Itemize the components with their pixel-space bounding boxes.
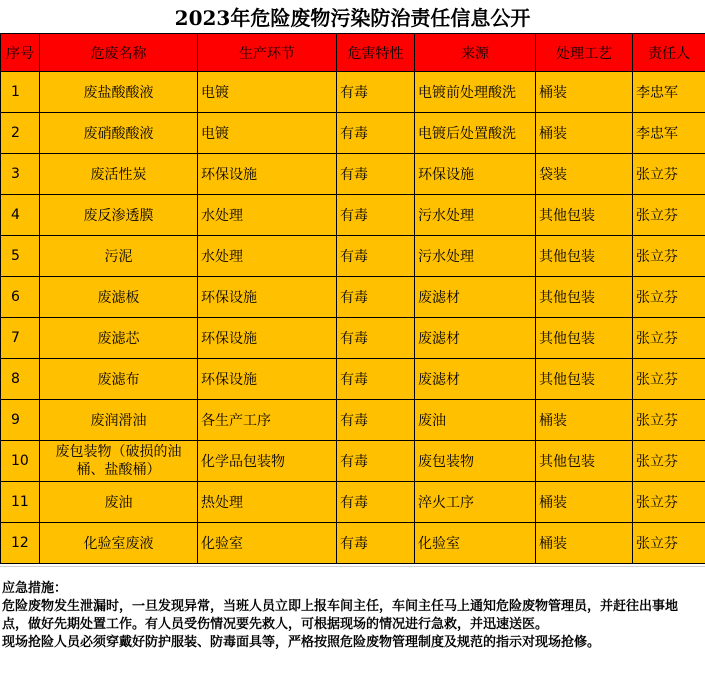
table-cell: 有毒	[337, 441, 415, 482]
table-cell: 其他包装	[536, 359, 633, 400]
table-cell: 其他包装	[536, 236, 633, 277]
table-cell: 废盐酸酸液	[40, 72, 198, 113]
table-cell: 11	[1, 482, 40, 523]
table-cell: 电镀后处置酸洗	[415, 113, 536, 154]
table-cell: 废滤材	[415, 359, 536, 400]
table-cell: 废润滑油	[40, 400, 198, 441]
table-cell: 废包装物（破损的油桶、盐酸桶）	[40, 441, 198, 482]
table-row	[1, 482, 705, 523]
table-cell: 桶装	[536, 113, 633, 154]
table-row	[1, 195, 705, 236]
column-header: 生产环节	[198, 34, 337, 72]
table-cell: 环保设施	[198, 359, 337, 400]
table-cell: 有毒	[337, 113, 415, 154]
table-cell: 有毒	[337, 277, 415, 318]
table-cell: 电镀	[198, 113, 337, 154]
column-header: 危废名称	[40, 34, 198, 72]
table-cell: 8	[1, 359, 40, 400]
table-cell: 7	[1, 318, 40, 359]
table-cell: 其他包装	[536, 195, 633, 236]
table-cell: 废油	[40, 482, 198, 523]
table-cell: 4	[1, 195, 40, 236]
table-row	[1, 236, 705, 277]
sheet-title: 2023年危险废物污染防治责任信息公开	[0, 0, 705, 34]
table-cell: 张立芬	[633, 195, 705, 236]
table-cell: 环保设施	[198, 154, 337, 195]
column-header: 来源	[415, 34, 536, 72]
table-row	[1, 400, 705, 441]
table-cell: 环保设施	[415, 154, 536, 195]
table-cell: 化验室	[415, 523, 536, 564]
table-body	[1, 72, 705, 564]
table-cell: 桶装	[536, 72, 633, 113]
table-cell: 有毒	[337, 400, 415, 441]
table-cell: 张立芬	[633, 359, 705, 400]
table-cell: 废硝酸酸液	[40, 113, 198, 154]
table-cell: 9	[1, 400, 40, 441]
table-cell: 有毒	[337, 318, 415, 359]
table-cell: 张立芬	[633, 277, 705, 318]
table-cell: 张立芬	[633, 400, 705, 441]
table-cell: 李忠军	[633, 113, 705, 154]
table-cell: 其他包装	[536, 277, 633, 318]
table-cell: 桶装	[536, 400, 633, 441]
table-cell: 污泥	[40, 236, 198, 277]
table-cell: 化验室	[198, 523, 337, 564]
table-cell: 电镀	[198, 72, 337, 113]
table-cell: 有毒	[337, 195, 415, 236]
table-cell: 污水处理	[415, 195, 536, 236]
column-header: 序号	[1, 34, 40, 72]
table-cell: 废滤材	[415, 318, 536, 359]
table-cell: 废滤板	[40, 277, 198, 318]
table-cell: 化验室废液	[40, 523, 198, 564]
table-cell: 有毒	[337, 359, 415, 400]
table-cell: 废包装物	[415, 441, 536, 482]
table-cell: 水处理	[198, 236, 337, 277]
table-cell: 有毒	[337, 482, 415, 523]
table-row	[1, 523, 705, 564]
header-row	[1, 34, 705, 72]
emergency-paragraph-2: 现场抢险人员必须穿戴好防护服装、防毒面具等，严格按照危险废物管理制度及规范的指示对现场抢修。	[2, 635, 601, 650]
table-cell: 废反渗透膜	[40, 195, 198, 236]
waste-table	[0, 33, 705, 564]
column-header: 责任人	[633, 34, 705, 72]
table-row	[1, 72, 705, 113]
table-cell: 废油	[415, 400, 536, 441]
table-cell: 袋装	[536, 154, 633, 195]
table-cell: 张立芬	[633, 482, 705, 523]
table-cell: 有毒	[337, 236, 415, 277]
table-cell: 废活性炭	[40, 154, 198, 195]
table-cell: 张立芬	[633, 154, 705, 195]
table-row	[1, 154, 705, 195]
table-cell: 3	[1, 154, 40, 195]
table-cell: 有毒	[337, 154, 415, 195]
table-cell: 张立芬	[633, 523, 705, 564]
table-row	[1, 113, 705, 154]
table-cell: 化学品包装物	[198, 441, 337, 482]
table-cell: 桶装	[536, 523, 633, 564]
table-cell: 废滤材	[415, 277, 536, 318]
column-header: 危害特性	[337, 34, 415, 72]
table-cell: 桶装	[536, 482, 633, 523]
table-cell: 热处理	[198, 482, 337, 523]
emergency-paragraph-1: 危险废物发生泄漏时，一旦发现异常，当班人员立即上报车间主任，车间主任马上通知危险废物管理员，并赶往出事地点，做好先期处置工作。有人员受伤情况要先救人，可根据现场的情况进行急救，并迅速送医。	[2, 599, 679, 632]
table-cell: 张立芬	[633, 441, 705, 482]
table-row	[1, 277, 705, 318]
table-cell: 10	[1, 441, 40, 482]
table-cell: 张立芬	[633, 318, 705, 359]
table-cell: 1	[1, 72, 40, 113]
table-cell: 其他包装	[536, 318, 633, 359]
table-cell: 有毒	[337, 72, 415, 113]
table-cell: 电镀前处理酸洗	[415, 72, 536, 113]
table-cell: 环保设施	[198, 277, 337, 318]
table-cell: 废滤芯	[40, 318, 198, 359]
table-cell: 12	[1, 523, 40, 564]
table-cell: 废滤布	[40, 359, 198, 400]
table-cell: 5	[1, 236, 40, 277]
table-cell: 淬火工序	[415, 482, 536, 523]
table-row	[1, 441, 705, 482]
table-cell: 张立芬	[633, 236, 705, 277]
table-row	[1, 318, 705, 359]
table-cell: 2	[1, 113, 40, 154]
emergency-heading: 应急措施：	[2, 581, 68, 596]
table-cell: 其他包装	[536, 441, 633, 482]
table-cell: 水处理	[198, 195, 337, 236]
table-cell: 李忠军	[633, 72, 705, 113]
sheet-gridline	[0, 566, 705, 567]
column-header: 处理工艺	[536, 34, 633, 72]
table-cell: 环保设施	[198, 318, 337, 359]
emergency-notes	[2, 580, 702, 652]
table-row	[1, 359, 705, 400]
table-cell: 有毒	[337, 523, 415, 564]
table-cell: 各生产工序	[198, 400, 337, 441]
table-cell: 6	[1, 277, 40, 318]
table-cell: 污水处理	[415, 236, 536, 277]
